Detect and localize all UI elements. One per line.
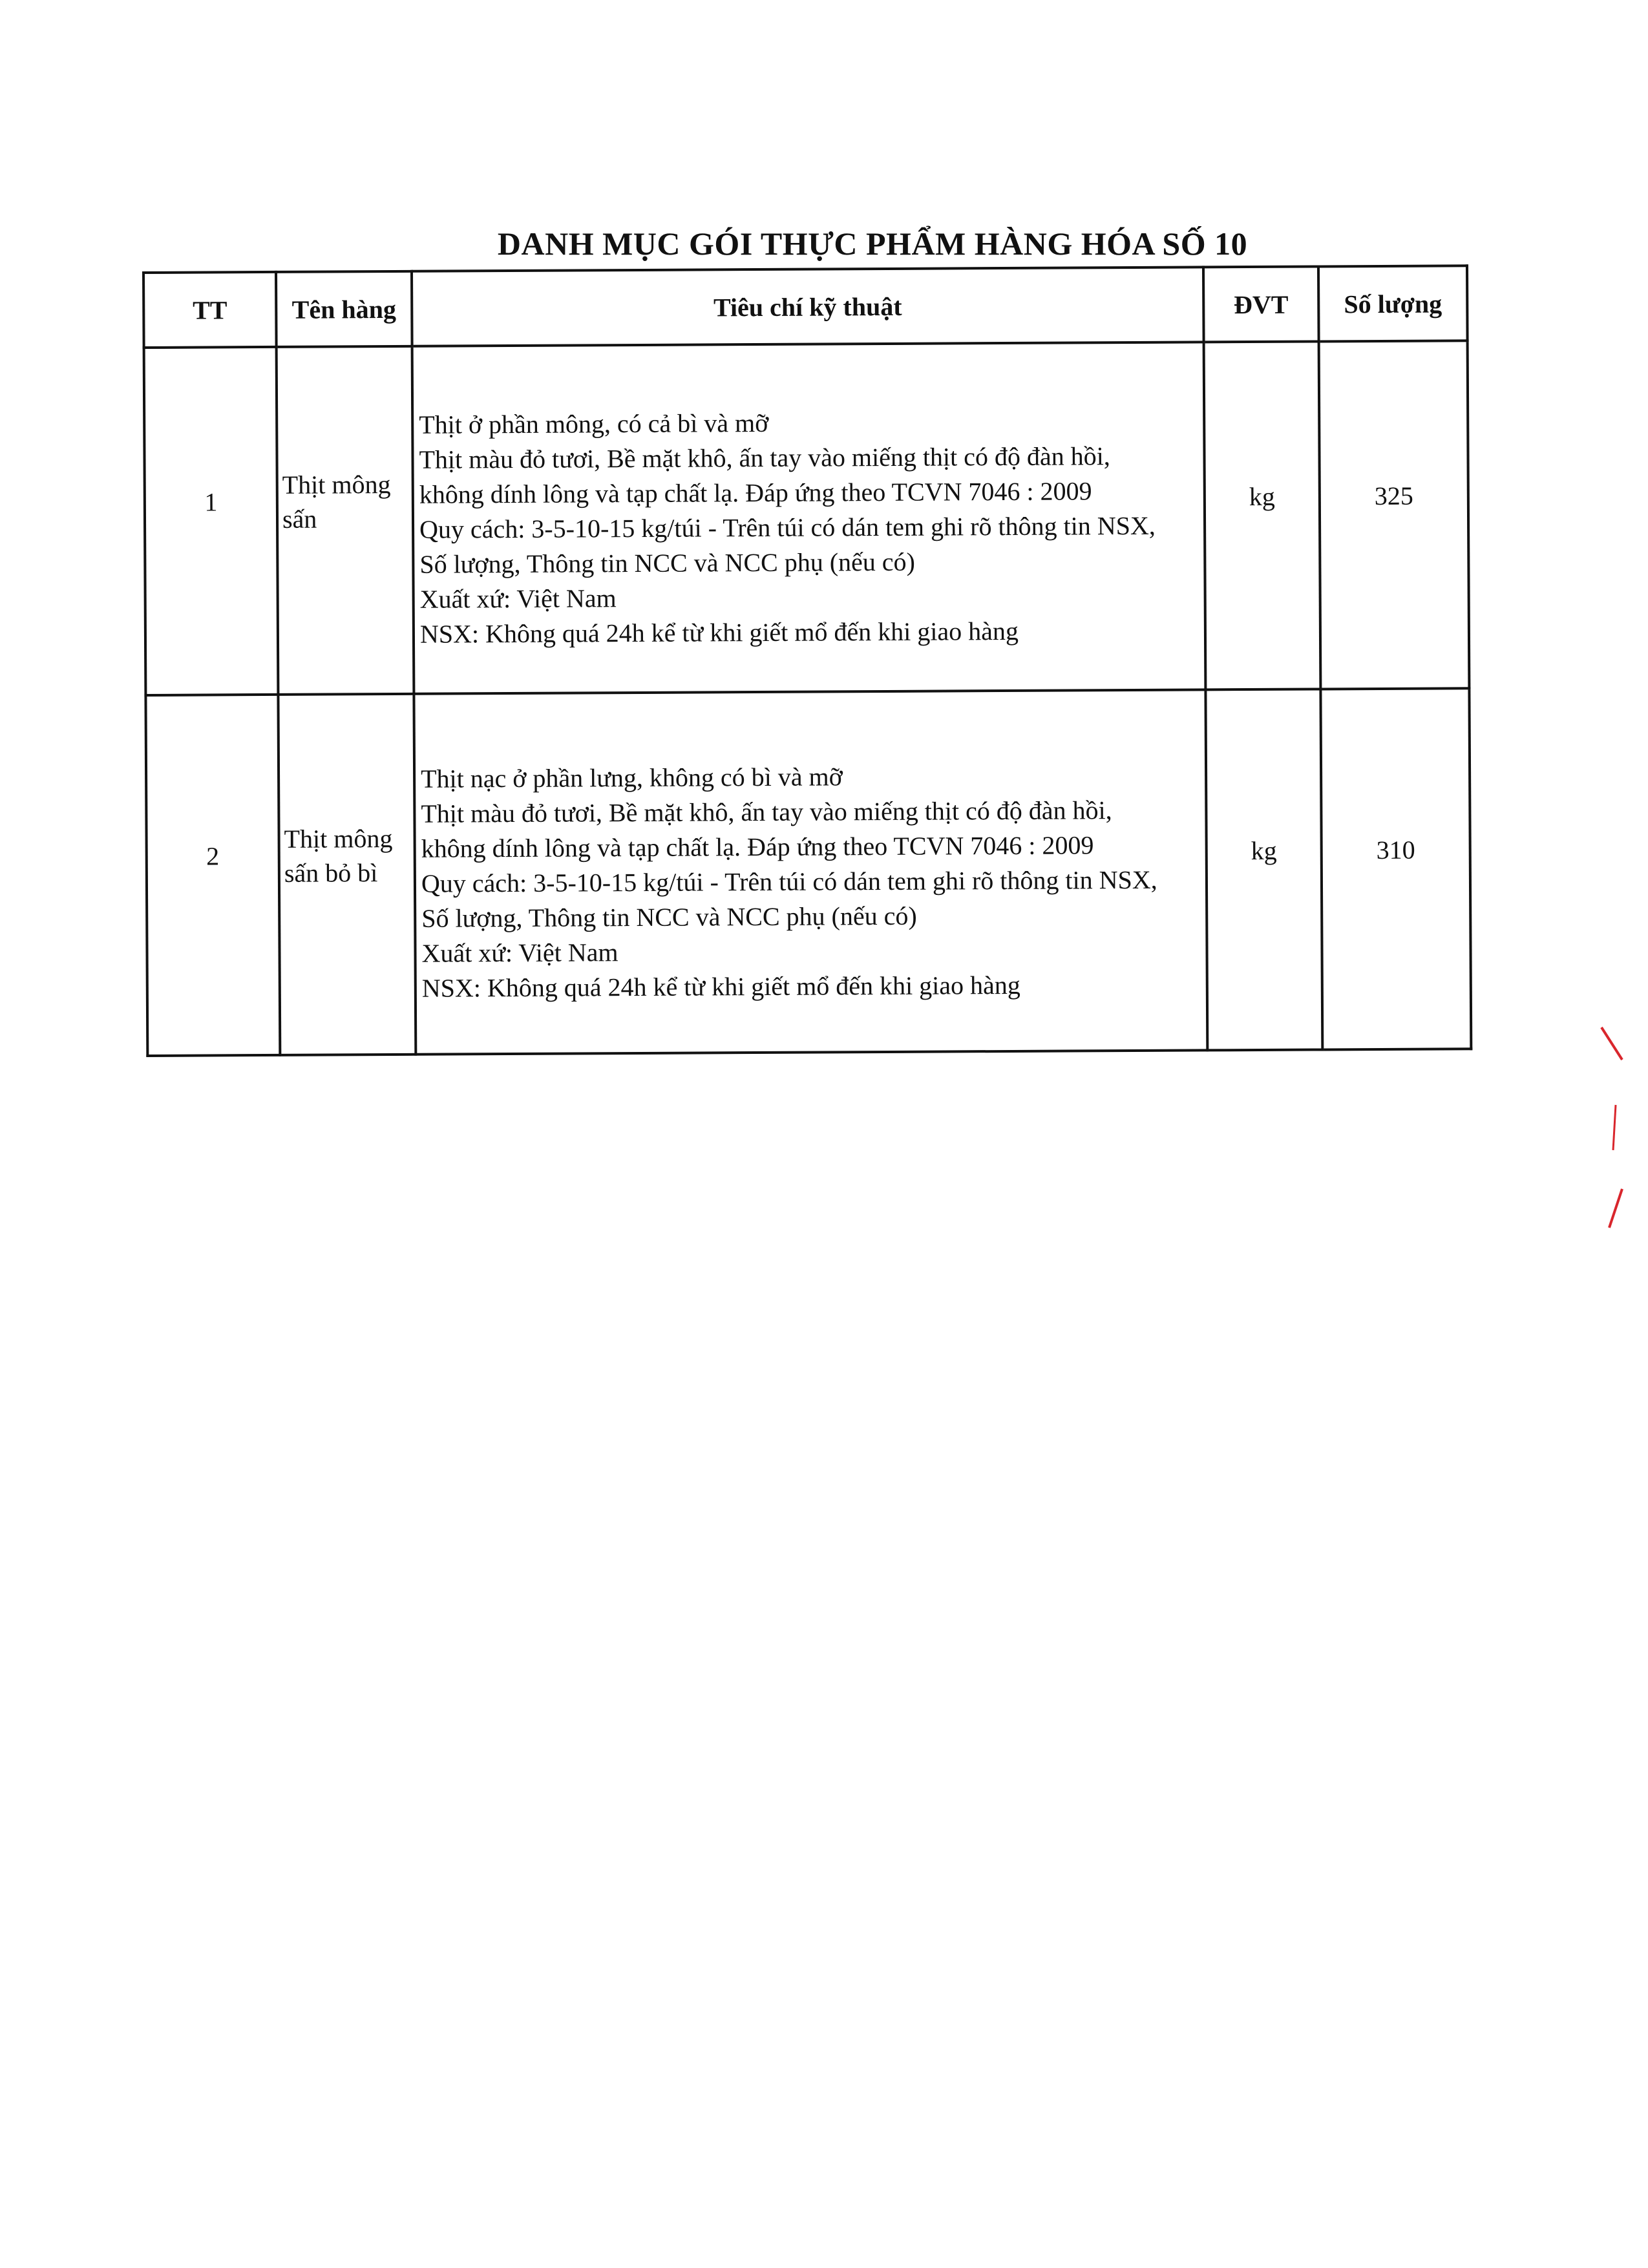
cell-qty: 325 — [1319, 341, 1470, 689]
stamp-stroke — [1613, 1105, 1616, 1150]
header-qty: Số lượng — [1318, 266, 1468, 341]
goods-table — [142, 264, 1472, 1057]
cell-qty: 310 — [1320, 688, 1471, 1049]
cell-unit: kg — [1205, 689, 1322, 1050]
table-row — [144, 341, 1470, 695]
spec-line: Thịt màu đỏ tươi, Bề mặt khô, ấn tay vào miếng thịt có độ đàn hồi, — [419, 441, 1110, 474]
spec-line: Số lượng, Thông tin NCC và NCC phụ (nếu có) — [419, 547, 916, 579]
header-spec: Tiêu chí kỹ thuật — [412, 267, 1204, 346]
spec-line: không dính lông và tạp chất lạ. Đáp ứng theo TCVN 7046 : 2009 — [419, 476, 1092, 509]
document-title: DANH MỤC GÓI THỰC PHẨM HÀNG HÓA SỐ 10 — [497, 226, 1248, 262]
spec-line: Thịt ở phần mông, có cả bì và mỡ — [419, 408, 769, 439]
spec-line: Số lượng, Thông tin NCC và NCC phụ (nếu có) — [421, 901, 917, 933]
name-line: Thịt mông — [284, 823, 393, 854]
spec-line: Thịt màu đỏ tươi, Bề mặt khô, ấn tay vào miếng thịt có độ đàn hồi, — [421, 795, 1112, 828]
table-row — [145, 688, 1471, 1056]
name-line: sấn — [282, 504, 317, 534]
red-stamp-edge — [1596, 1021, 1635, 1241]
cell-tt: 1 — [144, 347, 279, 695]
name-line: sấn bỏ bì — [284, 857, 378, 888]
header-name: Tên hàng — [276, 271, 412, 347]
stamp-stroke — [1601, 1027, 1622, 1060]
table-header-row — [143, 266, 1468, 348]
cell-unit: kg — [1204, 341, 1321, 689]
cell-spec — [412, 342, 1206, 693]
name-line: Thịt mông — [282, 469, 391, 499]
spec-line: Quy cách: 3-5-10-15 kg/túi - Trên túi có dán tem ghi rõ thông tin NSX, — [419, 510, 1156, 544]
header-tt: TT — [143, 272, 277, 348]
spec-line: không dính lông và tạp chất lạ. Đáp ứng theo TCVN 7046 : 2009 — [421, 830, 1094, 863]
spec-line: NSX: Không quá 24h kể từ khi giết mổ đến khi giao hàng — [419, 616, 1019, 649]
spec-line: Xuất xứ: Việt Nam — [421, 938, 618, 968]
cell-name — [278, 694, 416, 1055]
spec-line: Thịt nạc ở phần lưng, không có bì và mỡ — [420, 762, 843, 793]
spec-line: Xuất xứ: Việt Nam — [419, 583, 617, 614]
cell-spec — [414, 689, 1207, 1054]
cell-name — [277, 346, 414, 695]
spec-line: Quy cách: 3-5-10-15 kg/túi - Trên túi có dán tem ghi rõ thông tin NSX, — [421, 865, 1157, 898]
cell-tt: 2 — [145, 695, 280, 1056]
stamp-stroke — [1609, 1189, 1622, 1228]
header-unit: ĐVT — [1203, 266, 1319, 342]
spec-line: NSX: Không quá 24h kể từ khi giết mổ đến khi giao hàng — [421, 970, 1020, 1003]
